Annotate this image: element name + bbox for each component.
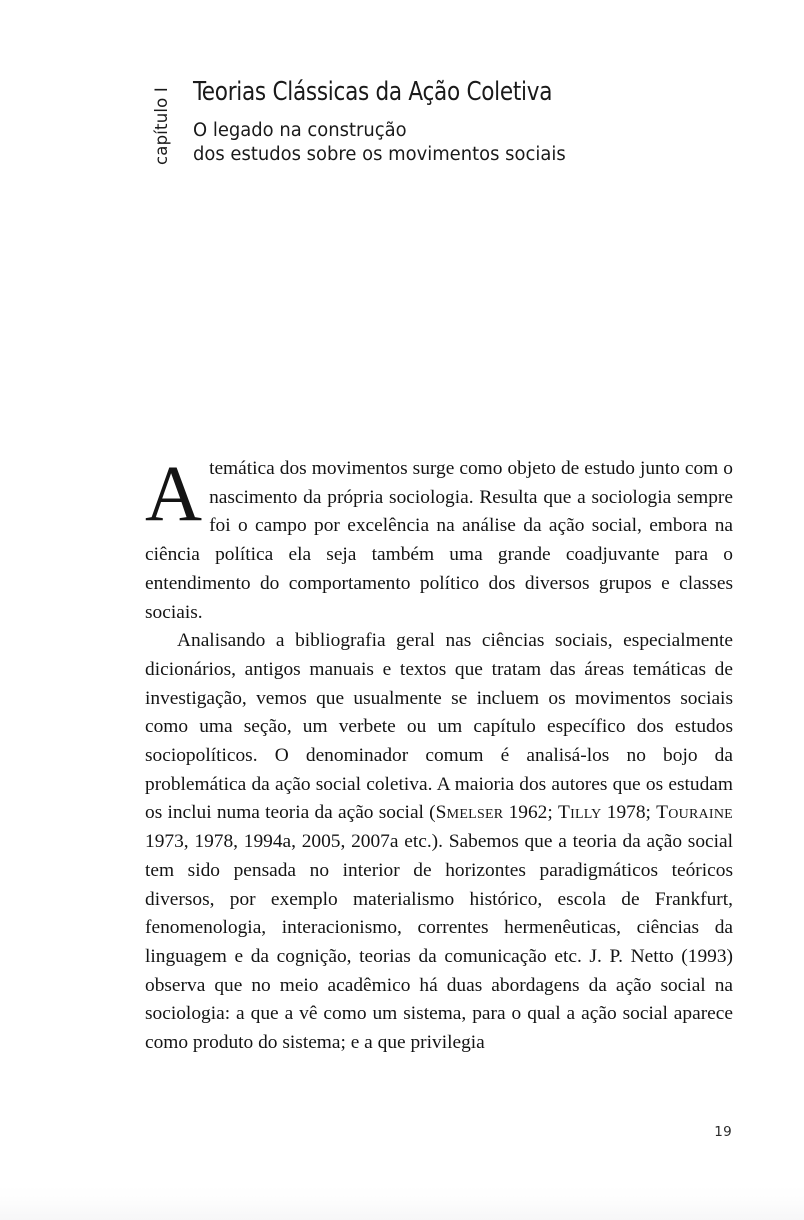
chapter-header — [145, 78, 735, 174]
citation-author-tilly: Tilly — [557, 802, 602, 824]
citation-author-smelser: Smelser — [435, 802, 504, 824]
chapter-subtitle — [193, 119, 719, 167]
citation-author-touraine: Touraine — [656, 802, 733, 824]
paragraph-1-text: temática dos movimentos surge como objeto de estudo junto com o nascimento da própria sociologia. Resulta que a sociologia sempre foi o campo por excelência na análise da ação social, embora na ciência política ela seja também uma grande coadjuvante para o entendimento do comportamento político dos diversos grupos e classes sociais. — [145, 458, 733, 623]
paragraph-1 — [145, 451, 733, 627]
chapter-subtitle-line-1: O legado na construção — [193, 119, 407, 141]
paragraph-2-segment-2: . Sabemos que a teoria da ação social tem sido pensada no interior de horizontes paradigmáticos teóricos diversos, por exemplo materialismo histórico, escola de Frankfurt, fenomenologia, interacionismo, correntes hermenêuticas, ciências da linguagem e da cognição, teorias da comunicação etc. J. P. Netto (1993) observa que no meio acadêmico há duas abordagens da ação social na sociologia: a que a vê como um sistema, para o qual a ação social aparece como produto do sistema; e a que privilegia — [145, 831, 733, 1054]
chapter-subtitle-line-2: dos estudos sobre os movimentos sociais — [193, 143, 566, 165]
chapter-number-label: capítulo I — [151, 87, 171, 165]
drop-cap: A — [145, 451, 203, 538]
body-text — [145, 451, 733, 1058]
chapter-title: Teorias Clássicas da Ação Coletiva — [193, 77, 553, 107]
page-bottom-edge — [0, 1186, 804, 1220]
citation-years-tilly: 1978; — [601, 802, 657, 824]
chapter-label-container — [145, 78, 179, 174]
citation-years-smelser: 1962; — [503, 802, 558, 824]
paragraph-2-segment-1: Analisando a bibliografia geral nas ciências sociais, especialmente dicionários, antigos manuais e textos que tratam das áreas temáticas de investigação, vemos que usualmente se incluem os movimentos sociais como uma seção, um verbete ou um capítulo específico dos estudos sociopolíticos. O denominador comum é analisá-los no bojo da problemática da ação social coletiva. A maioria dos autores que os estudam os inclui numa teoria da ação social ( — [145, 630, 733, 824]
chapter-title-group — [179, 78, 735, 167]
page-number: 19 — [714, 1124, 732, 1140]
citation-years-touraine: 1973, 1978, 1994a, 2005, 2007a etc.) — [145, 831, 439, 853]
paragraph-2 — [145, 627, 733, 1058]
